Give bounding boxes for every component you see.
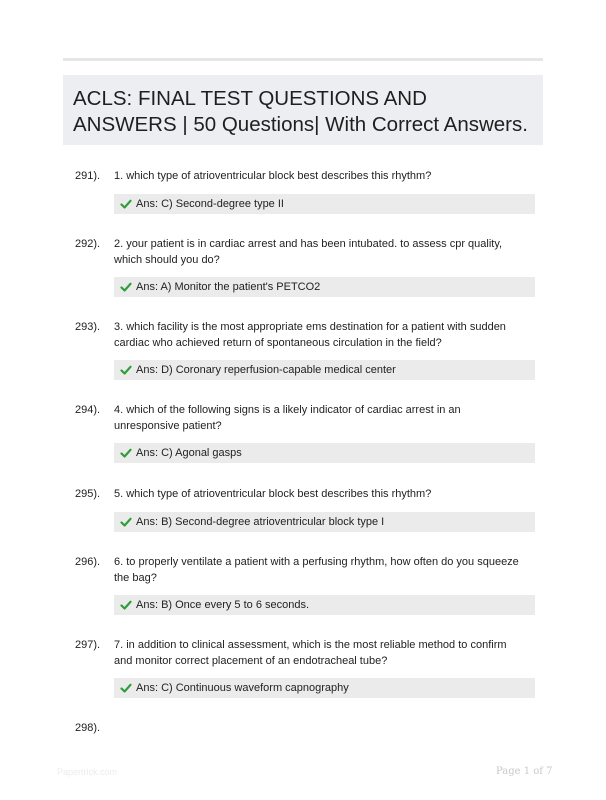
answer-box bbox=[114, 595, 535, 615]
answer-text: Ans: A) Monitor the patient's PETCO2 bbox=[136, 281, 321, 293]
question-text: 3. which facility is the most appropriate ems destination for a patient with sudden cardiac who achieved return of spontaneous circulation in the field? bbox=[114, 321, 506, 349]
question-text: 5. which type of atrioventricular block best describes this rhythm? bbox=[114, 488, 432, 500]
question-text: 7. in addition to clinical assessment, which is the most reliable method to confirm and monitor correct placement of an endotracheal tube? bbox=[114, 639, 507, 667]
top-divider bbox=[63, 58, 543, 61]
check-icon bbox=[120, 682, 132, 694]
check-icon bbox=[120, 198, 132, 210]
answer-box bbox=[114, 194, 535, 214]
answer-text: Ans: C) Continuous waveform capnography bbox=[136, 682, 349, 694]
question-text: 6. to properly ventilate a patient with a perfusing rhythm, how often do you squeeze the bag? bbox=[114, 556, 519, 584]
question-number: 296). bbox=[75, 556, 101, 568]
answer-box bbox=[114, 443, 535, 463]
answer-text: Ans: B) Second-degree atrioventricular block type I bbox=[136, 516, 385, 528]
check-icon bbox=[120, 516, 132, 528]
question-text: 1. which type of atrioventricular block best describes this rhythm? bbox=[114, 170, 432, 182]
answer-box bbox=[114, 360, 535, 380]
question-number: 297). bbox=[75, 639, 101, 651]
question-number: 298). bbox=[75, 722, 101, 734]
page-title: ACLS: FINAL TEST QUESTIONS AND ANSWERS | 50 Questions| With Correct Answers. bbox=[73, 87, 528, 136]
check-icon bbox=[120, 281, 132, 293]
question-number: 293). bbox=[75, 321, 101, 333]
answer-text: Ans: C) Agonal gasps bbox=[136, 447, 242, 459]
answer-text: Ans: B) Once every 5 to 6 seconds. bbox=[136, 599, 310, 611]
question-number: 294). bbox=[75, 404, 101, 416]
question-number: 291). bbox=[75, 170, 101, 182]
question-text: 4. which of the following signs is a likely indicator of cardiac arrest in an unresponsive patient? bbox=[114, 404, 461, 432]
answer-text: Ans: C) Second-degree type II bbox=[136, 198, 284, 210]
check-icon bbox=[120, 364, 132, 376]
question-number: 295). bbox=[75, 488, 101, 500]
answer-text: Ans: D) Coronary reperfusion-capable medical center bbox=[136, 364, 396, 376]
check-icon bbox=[120, 447, 132, 459]
check-icon bbox=[120, 599, 132, 611]
answer-box bbox=[114, 512, 535, 532]
footer-watermark: Papertrick.com bbox=[57, 767, 118, 777]
question-text: 2. your patient is in cardiac arrest and has been intubated. to assess cpr quality, which should you do? bbox=[114, 238, 503, 266]
question-number: 292). bbox=[75, 238, 101, 250]
answer-box bbox=[114, 678, 535, 698]
answer-box bbox=[114, 277, 535, 297]
title-banner bbox=[63, 75, 543, 145]
page-indicator: Page 1 of 7 bbox=[496, 766, 553, 777]
